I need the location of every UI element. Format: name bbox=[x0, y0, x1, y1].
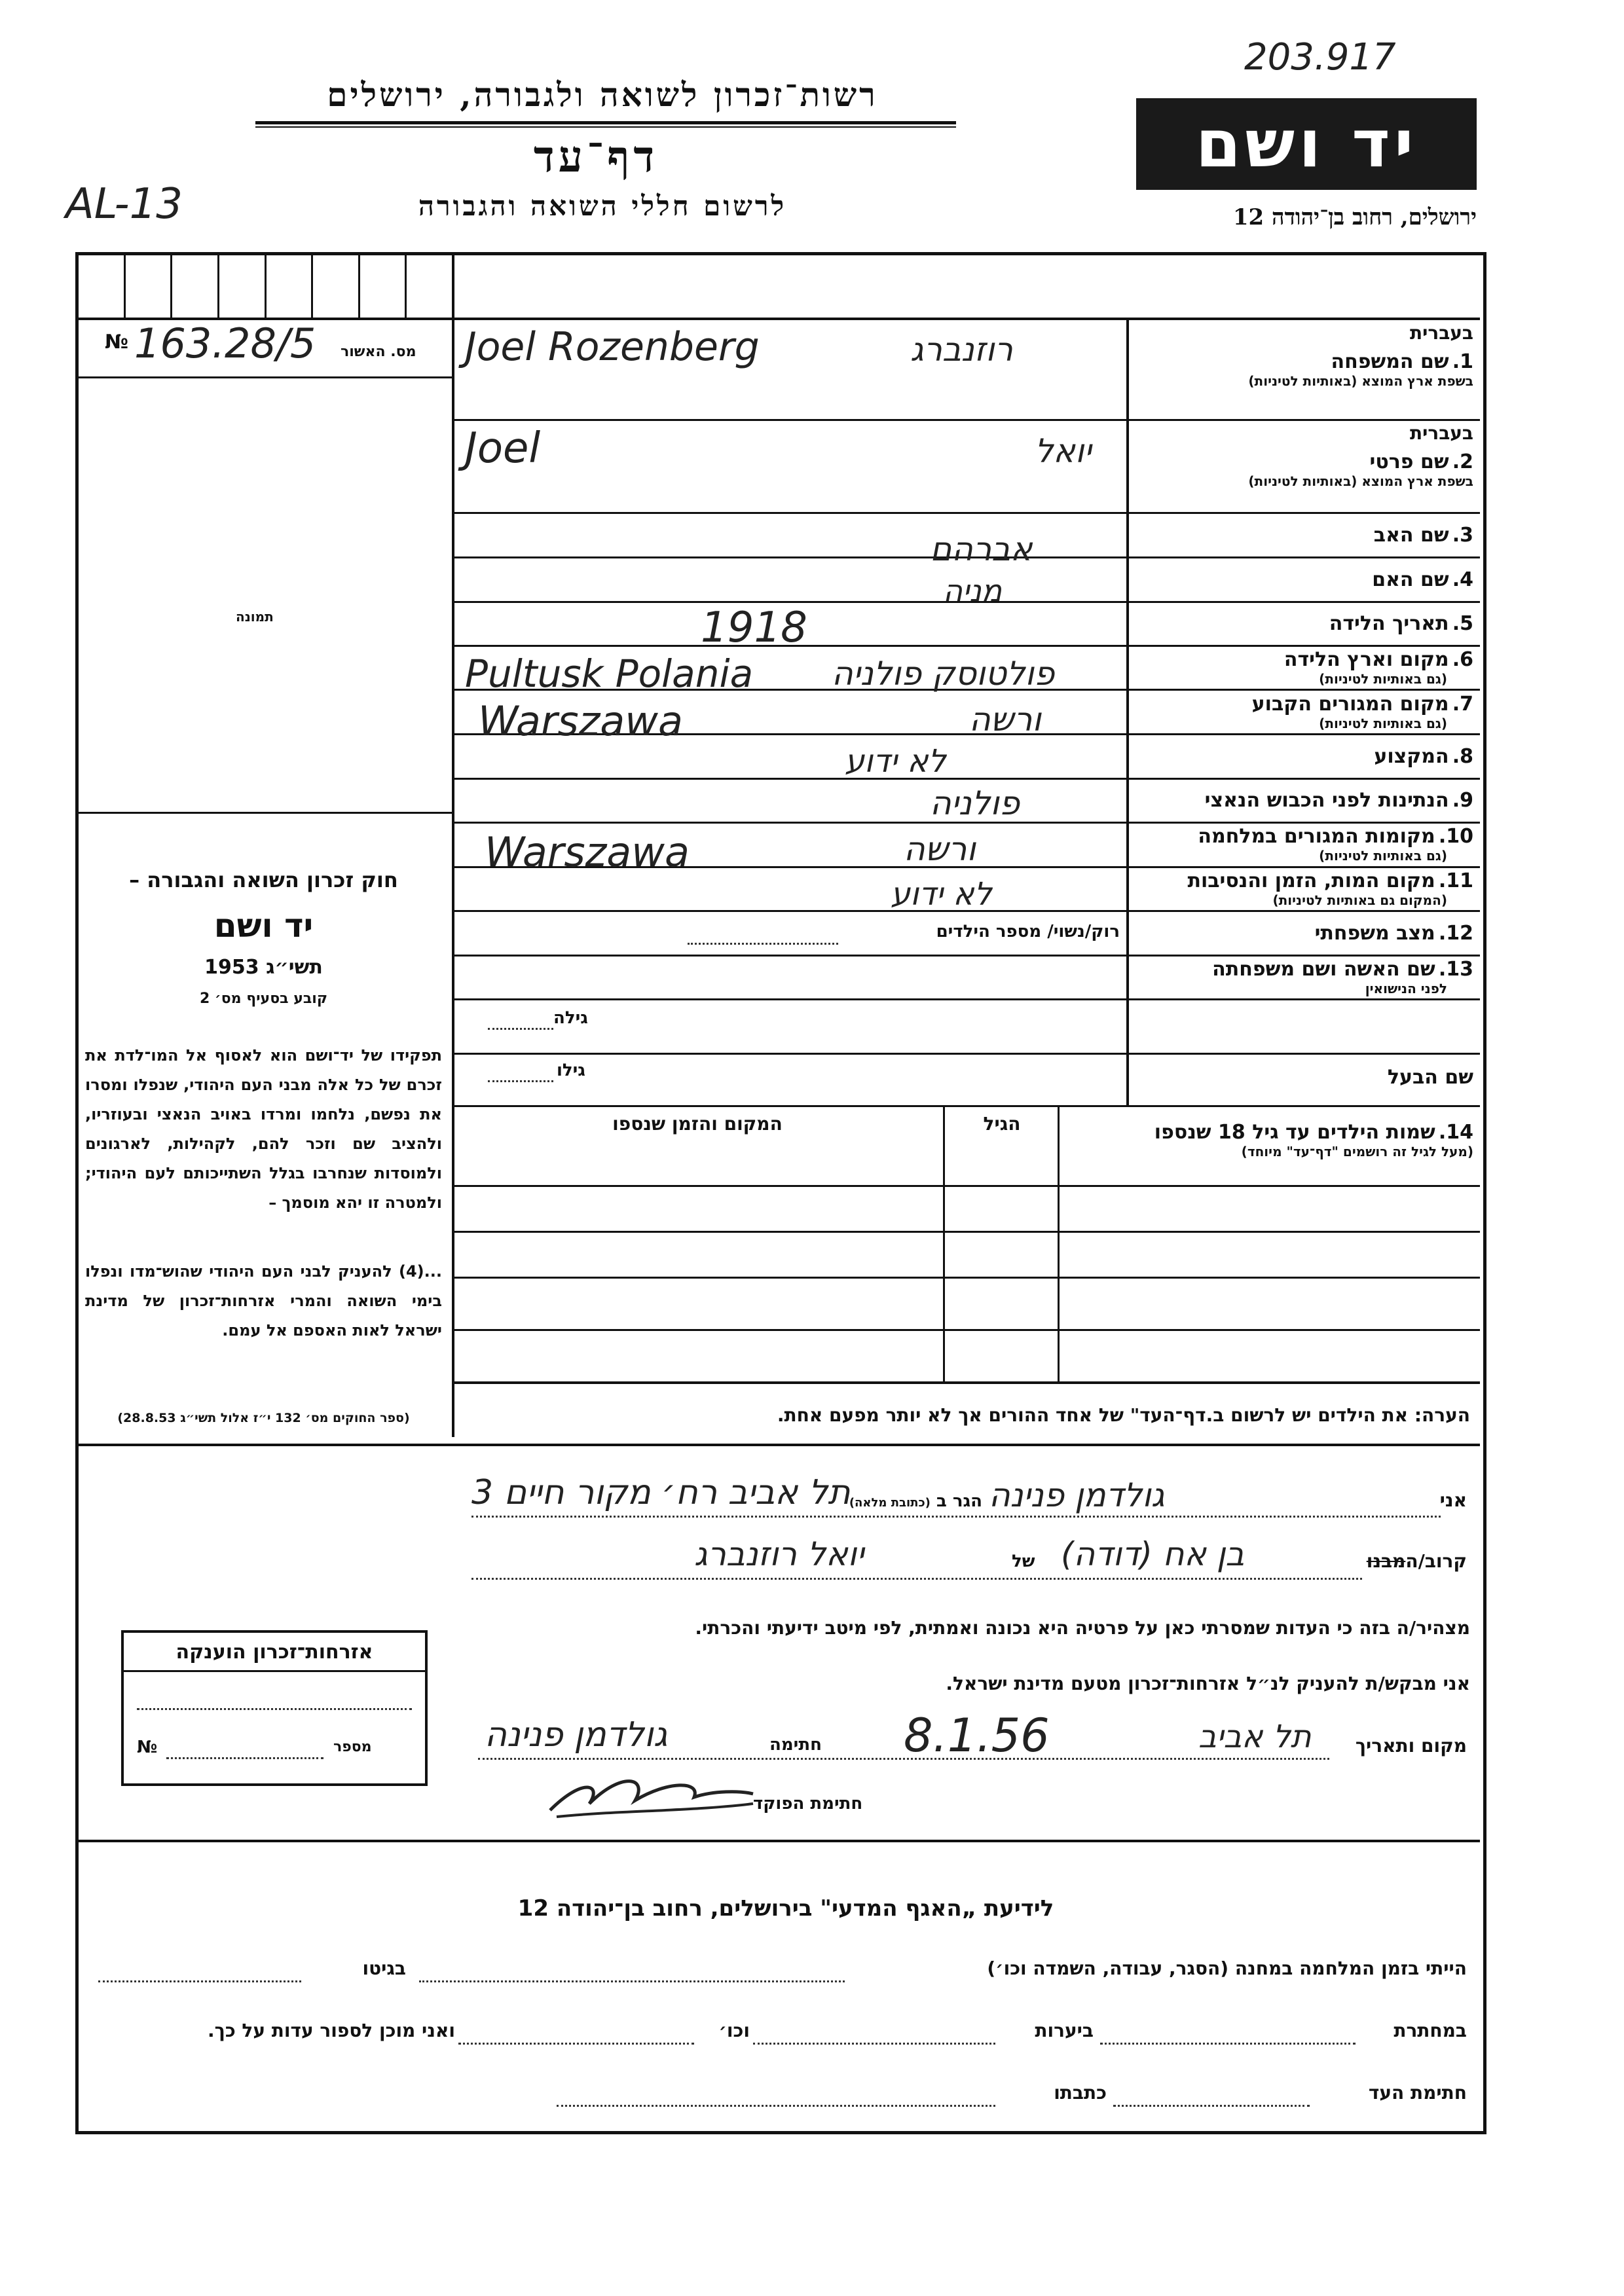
official-signature-scribble bbox=[544, 1764, 760, 1823]
willing-to-testify: ואני מוכן לספור עדות על כך. bbox=[208, 2020, 455, 2041]
form-subtitle: לרשום חללי השואה והגבורה bbox=[418, 190, 787, 222]
relation-label: קרוב/המבנו bbox=[1366, 1550, 1467, 1572]
witness-signature-label: חתימת העד bbox=[1368, 2082, 1467, 2104]
husband-label: שם הבעל bbox=[1387, 1066, 1473, 1089]
field-2-label: בעברית 2. שם פרטי בשפת ארץ המוצא (באותיות לטיניות) bbox=[1248, 422, 1473, 489]
law-item-4: ...(4) להעניק לבני העם היהודי שהוש־מדו ונפלו בימי השואה והמרי אזרחות־זכרון של מדינת ישראל לאות האספם אל עמם. bbox=[85, 1262, 442, 1339]
yad-vashem-logo: יד ושם bbox=[1136, 98, 1477, 190]
residence-latin: Warszawa bbox=[478, 697, 683, 745]
witness-address-label: כתבתו bbox=[1054, 2082, 1107, 2104]
law-clause: קובע בסעיף מס׳ 2 bbox=[199, 991, 328, 1007]
profession: לא ידוע bbox=[845, 743, 946, 780]
death-place: לא ידוע bbox=[891, 876, 992, 913]
photo-label: תמונה bbox=[236, 609, 274, 625]
field-3-label: 3. שם האב bbox=[1373, 524, 1473, 547]
camp-label: הייתי בזמן המלחמה במחנה (הסגר, עבודה, השמדה וכו׳) bbox=[987, 1958, 1467, 1979]
relation-value: בן אח (דודה) bbox=[1061, 1535, 1245, 1573]
field-4-label: 4. שם האם bbox=[1372, 568, 1473, 591]
firstname-hebrew: יואל bbox=[1035, 432, 1092, 470]
field-7-label: 7. מקום המגורים הקבוע (גם באותיות לטיניות) bbox=[1251, 693, 1473, 731]
document-number: 203.917 bbox=[1244, 36, 1396, 79]
permit-label: מס. האשור bbox=[341, 344, 416, 360]
institution-name: רשות־זכרון לשואה ולגבורה, ירושלים bbox=[327, 75, 878, 114]
marital-options: רוק/נשוי/ מספר הילדים bbox=[936, 922, 1120, 941]
law-yad-vashem: יד ושם bbox=[213, 907, 314, 945]
residence-hebrew: ורשה bbox=[969, 701, 1041, 738]
place-value: תל אביב bbox=[1198, 1719, 1312, 1755]
birthplace-latin: Pultusk Polania bbox=[465, 651, 754, 696]
field-1-label: בעברית 1. שם המשפחה בשפת ארץ המוצא (באותיות לטיניות) bbox=[1248, 322, 1473, 389]
code-boxes bbox=[79, 255, 452, 318]
date-value: 8.1.56 bbox=[904, 1709, 1050, 1762]
victim-name: יואל רוזנברג bbox=[694, 1535, 864, 1573]
declarant-name: גולדמן פנינה bbox=[989, 1476, 1165, 1514]
place-date-label: מקום ותאריך bbox=[1355, 1735, 1467, 1757]
children-place-header: המקום והזמן שנספו bbox=[612, 1113, 783, 1135]
declarant-address: תל אביב רח׳ מקור חיים 3 bbox=[471, 1473, 851, 1512]
law-title: חוק זכרון השואה והגבורה – bbox=[129, 867, 398, 892]
ghetto-label: בגיטו bbox=[362, 1958, 406, 1979]
law-year: תשי״ג 1953 bbox=[204, 956, 323, 979]
field-9-label: 9. הנתינות לפני הכבוש הנאצי bbox=[1204, 789, 1473, 812]
margin-note: AL-13 bbox=[65, 180, 183, 228]
citizenship-box bbox=[121, 1630, 428, 1786]
official-signature-label: חתימת הפוקד bbox=[753, 1794, 863, 1813]
law-reference: (ספר החוקים מס׳ 132 י״ז אלול תשי״ג 28.8.53) bbox=[117, 1411, 410, 1425]
surname-hebrew: רוזנברג bbox=[910, 331, 1013, 369]
address: ירושלים, רחוב בן־יהודה 12 bbox=[1232, 204, 1477, 230]
children-age-header: הגיל bbox=[983, 1113, 1021, 1135]
bottom-title: לידיעת „האגף המדעי" בירושלים, רחוב בן־יהודה 12 bbox=[517, 1895, 1054, 1922]
birthplace-hebrew: פולטוסק פולניה bbox=[832, 655, 1055, 693]
nationality: פולניה bbox=[930, 784, 1020, 822]
father-name: אברהם bbox=[930, 530, 1033, 568]
field-11-label: 11. מקום המות, הזמן והנסיבות (המקום גם באותיות לטיניות) bbox=[1187, 869, 1473, 908]
underground-label: במחתרת bbox=[1393, 2020, 1467, 2041]
wartime-residence-latin: Warszawa bbox=[485, 828, 690, 876]
of-label: של bbox=[1012, 1552, 1035, 1571]
field-10-label: 10. מקומות המגורים במלחמה (גם באותיות לטיניות) bbox=[1198, 825, 1473, 864]
declaration-text: מצהיר/ה בזה כי העדות שמסרתי כאן על פרטיה היא נכונה ואמתית, לפי מיטב ידיעתי והכרתי. bbox=[695, 1617, 1470, 1639]
children-note: הערה: את הילדים יש לרשום ב.דף־העד" של אחד ההורים אך לא יותר מפעם אחת. bbox=[777, 1404, 1470, 1426]
form-title: דף־עד bbox=[533, 131, 659, 182]
field-5-label: 5. תאריך הלידה bbox=[1329, 612, 1473, 635]
forests-label: ביערות bbox=[1035, 2020, 1094, 2041]
surname-latin: Joel Rozenberg bbox=[465, 324, 760, 370]
signature-label: חתימה bbox=[769, 1735, 822, 1755]
citizenship-no-sign: № bbox=[137, 1738, 158, 1757]
citizenship-title: אזרחות־זכרון הוענקה bbox=[175, 1641, 373, 1664]
request-text: אני מבקש/ת להעניק לנ״ל אזרחות־זכרון מטעם מדינת ישראל. bbox=[946, 1673, 1470, 1694]
field-12-label: 12. מצב משפחתי bbox=[1314, 922, 1473, 945]
mother-name: מניה bbox=[943, 573, 1003, 608]
no-sign: № bbox=[105, 331, 129, 354]
permit-number: 163.28/5 bbox=[134, 319, 316, 367]
field-13-label: 13. שם האשה ושם משפחתה לפני הנישואין bbox=[1212, 958, 1473, 996]
field-14-label: 14. שמות הילדים עד גיל 18 שנספו (מעל לגיל זה רושמים "דף־עד" מיוחד) bbox=[1154, 1121, 1473, 1159]
citizenship-number-label: מספר bbox=[333, 1739, 372, 1755]
field-6-label: 6. מקום וארץ הלידה (גם באותיות לטיניות) bbox=[1283, 648, 1473, 687]
wife-age-label: גילה bbox=[553, 1008, 588, 1028]
signature-value: גולדמן פנינה bbox=[485, 1715, 668, 1755]
birth-date: 1918 bbox=[701, 604, 807, 652]
field-8-label: 8. המקצוע bbox=[1374, 745, 1473, 768]
firstname-latin: Joel bbox=[465, 424, 541, 473]
husband-age-label: גילו bbox=[557, 1061, 585, 1080]
declarant-line-1-labels: אני bbox=[1439, 1489, 1467, 1511]
wartime-residence-hebrew: ורשה bbox=[904, 830, 976, 868]
law-body: תפקידו של יד־ושם הוא לאסוף אל המו־לדת את זכרם של כל אלה מבני העם היהודי, שנפלו ומסרו את נפשם, נלחמו ומרדו באויב הנאצי ובעוזריו, ולהציב שם וזכר להם, לקהילות, לארגונים ולמוסדות שנחרבו בגלל השתייכותם לעם היהודי; ולמטרה זו יהא מוסמך – bbox=[85, 1046, 442, 1212]
declarant-address-label: הגר ב (כתובת מלאה) bbox=[849, 1491, 982, 1511]
etc-label: וכו׳ bbox=[718, 2020, 750, 2041]
